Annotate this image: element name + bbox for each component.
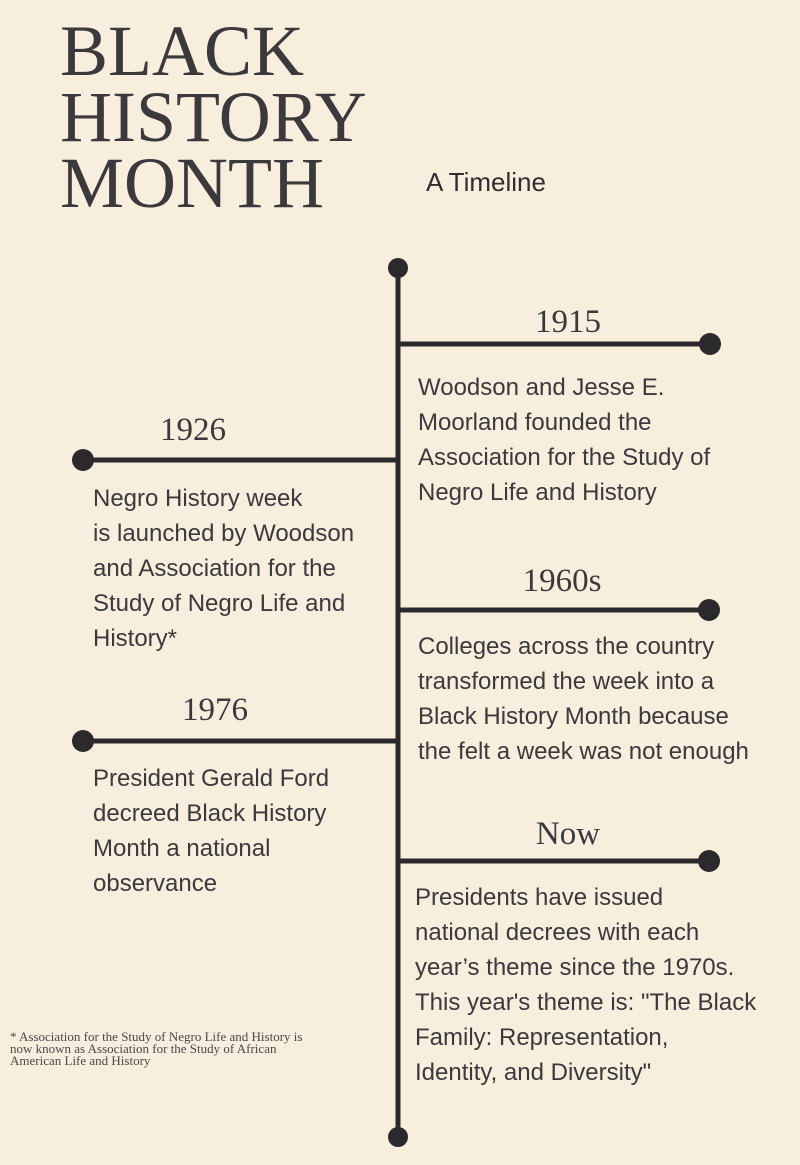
title-line-1: BLACK [60, 11, 305, 91]
event-description-now [415, 880, 756, 1090]
description-line: observance [93, 870, 218, 897]
description-line: national decrees with each [415, 919, 700, 946]
description-line: Woodson and Jesse E. [418, 374, 665, 401]
description-line: This year's theme is: "The Black [415, 989, 757, 1016]
year-label-1960s: 1960s [522, 563, 602, 599]
year-label-1976: 1976 [182, 692, 248, 728]
year-label-now: Now [535, 816, 601, 852]
branch-1926-node [72, 449, 94, 471]
branch-1915-node [699, 333, 721, 355]
event-description-1915 [418, 370, 710, 510]
description-line: Colleges across the country [418, 633, 715, 660]
branch-1960s-node [698, 599, 720, 621]
description-line: and Association for the [93, 555, 336, 582]
description-line: the felt a week was not enough [418, 738, 749, 765]
description-line: Presidents have issued [415, 884, 664, 911]
description-line: Study of Negro Life and [93, 590, 346, 617]
description-line: is launched by Woodson [93, 520, 355, 547]
description-line: History* [93, 625, 178, 652]
event-description-1976 [93, 761, 329, 901]
description-line: year’s theme since the 1970s. [415, 954, 735, 981]
footnote-line: now known as Association for the Study of African [10, 1041, 277, 1056]
description-line: Negro Life and History [418, 479, 657, 506]
description-line: decreed Black History [93, 800, 327, 827]
description-line: Black History Month because [418, 703, 729, 730]
year-label-1915: 1915 [535, 304, 601, 340]
description-line: transformed the week into a [418, 668, 715, 695]
event-description-1926 [93, 481, 354, 656]
description-line: Moorland founded the [418, 409, 652, 436]
event-description-1960s [418, 629, 749, 769]
description-line: Identity, and Diversity" [415, 1059, 652, 1086]
description-line: Family: Representation, [415, 1024, 669, 1051]
description-line: Negro History week [93, 485, 303, 512]
title-line-3: MONTH [60, 143, 324, 223]
description-line: President Gerald Ford [93, 765, 330, 792]
description-line: Month a national [93, 835, 271, 862]
timeline-top-node [388, 258, 408, 278]
footnote-line: American Life and History [10, 1053, 151, 1068]
branch-1976-node [72, 730, 94, 752]
year-label-1926: 1926 [160, 412, 226, 448]
branch-now-node [698, 850, 720, 872]
subtitle: A Timeline [426, 167, 546, 197]
description-line: Association for the Study of [418, 444, 711, 471]
footnote-line: * Association for the Study of Negro Life and History is [10, 1029, 303, 1044]
title-line-2: HISTORY [60, 77, 367, 157]
timeline-bottom-node [388, 1127, 408, 1147]
footnote [10, 1031, 390, 1067]
